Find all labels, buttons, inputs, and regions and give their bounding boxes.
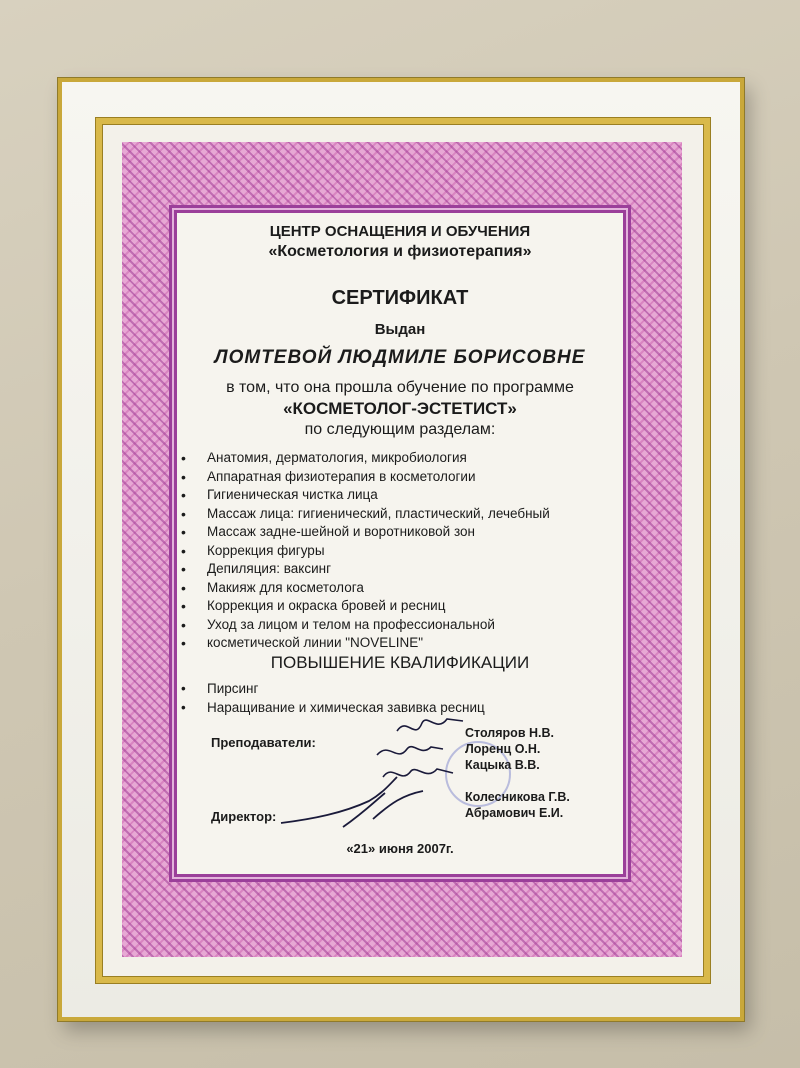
sections-intro: по следующим разделам: xyxy=(304,421,496,438)
certificate-title: СЕРТИФИКАТ xyxy=(331,287,469,309)
issue-date: «21» июня 2007г. xyxy=(346,841,454,856)
list-item: • Уход за лицом и телом на профессиональной xyxy=(183,616,550,635)
recipient-name: ЛОМТЕВОЙ ЛЮДМИЛЕ БОРИСОВНЕ xyxy=(214,347,586,368)
gold-frame-trim xyxy=(96,118,710,983)
list-item: • Депиляция: ваксинг xyxy=(183,560,550,579)
org-line-1: ЦЕНТР ОСНАЩЕНИЯ И ОБУЧЕНИЯ xyxy=(269,223,531,240)
teacher-name: Кацыка В.В. xyxy=(465,758,540,772)
list-item: • Коррекция и окраска бровей и ресниц xyxy=(183,597,550,616)
list-item: • Массаж задне-шейной и воротниковой зон xyxy=(183,523,550,542)
teacher-name: Столяров Н.В. xyxy=(465,726,554,740)
teachers-label: Преподаватели: xyxy=(211,735,316,750)
list-item: • Массаж лица: гигиенический, пластический, лечебный xyxy=(183,505,550,524)
list-item: • Анатомия, дерматология, микробиология xyxy=(183,449,550,468)
program-intro: в том, что она прошла обучение по программе xyxy=(226,379,574,396)
sections-list xyxy=(183,449,550,653)
list-item: • Макияж для косметолога xyxy=(183,579,550,598)
picture-frame xyxy=(58,78,744,1021)
teacher-name: Лоренц О.Н. xyxy=(465,742,541,756)
certificate-body xyxy=(174,210,626,877)
director-signature xyxy=(273,773,433,837)
list-item: • Аппаратная физиотерапия в косметологии xyxy=(183,468,550,487)
qualification-title: ПОВЫШЕНИЕ КВАЛИФИКАЦИИ xyxy=(270,653,530,672)
issued-label: Выдан xyxy=(374,321,426,338)
director-label: Директор: xyxy=(211,809,277,824)
org-line-2: «Косметология и физиотерапия» xyxy=(268,243,532,260)
list-item-continuation: • косметической линии "NOVELINE" xyxy=(183,634,550,653)
certificate-paper xyxy=(122,142,682,957)
signatory-names xyxy=(465,725,570,821)
list-item: • Гигиеническая чистка лица xyxy=(183,486,550,505)
list-item: • Наращивание и химическая завивка ресниц xyxy=(183,698,485,717)
list-item: • Пирсинг xyxy=(183,679,485,698)
director-name: Абрамович Е.И. xyxy=(465,806,564,820)
program-name: «КОСМЕТОЛОГ-ЭСТЕТИСТ» xyxy=(283,399,517,418)
list-item: • Коррекция фигуры xyxy=(183,542,550,561)
certificate-content xyxy=(177,213,623,874)
teacher-name: Колесникова Г.В. xyxy=(465,790,570,804)
